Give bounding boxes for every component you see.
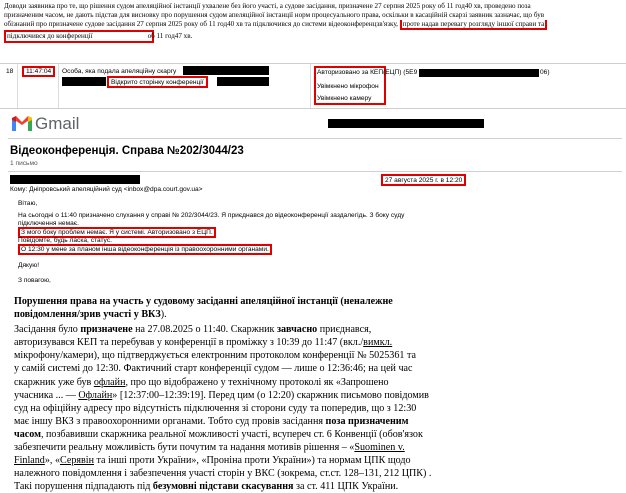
argument-heading: повідомлення/зрив участі у ВКЗ). xyxy=(14,309,167,321)
email-paragraph: Повідомте, будь ласка, статус. xyxy=(18,237,112,245)
redaction-bar xyxy=(10,175,140,184)
highlight-connected-conference: підключився до конференції об 11 год47 хв. xyxy=(4,30,154,43)
divider xyxy=(8,138,622,139)
email-paragraph: На сьогодні о 11:40 призначено слухання у справі № 202/3044/23. Я приєднався до відеоконференції заздалегідь. З боку суду xyxy=(18,211,405,219)
court-text-line: Доводи заявника про те, що рішення судом апеляційної інстанції ухвалене без його участі, а судове засідання, призначене 27 серпня 2025 року об 11 год40 хв, проведено поза xyxy=(4,2,531,10)
log-status-auth-tail: 06) xyxy=(540,69,550,76)
log-status-auth: Авторизовано за КЕП(ЕЦП) (5E9 xyxy=(317,69,418,76)
divider xyxy=(8,171,622,172)
email-date: 27 августа 2025 г. в 12:20 xyxy=(381,174,466,186)
log-status-mic: Увімкнено мікрофон xyxy=(317,83,379,90)
email-to: Кому: Дніпровський апеляційний суд <inbox@dpa.court.gov.ua> xyxy=(10,186,203,193)
conference-log-row xyxy=(0,63,626,109)
log-status-cam: Увімкнено камеру xyxy=(317,95,372,102)
email-greeting: Вітаю, xyxy=(18,200,38,207)
log-row-time: 11:47:04 xyxy=(22,66,55,77)
complaint-argument: Порушення права на участь у судовому засіданні апеляційної інстанції (неналежне повідомлення/зрив участі у ВКЗ). Засідання було призначене на 27.08.2025 о 11:40. Скаржник завчасно приєднався, авторизувався КЕП та перебував у конференції в проміжку з 10:39 до 11:47 (вкл./вимкл. мікрофону/камери), що підтверджується електронним протоколом конференції № 5025361 та у самій системі до 12:30. Фактичний старт конференції судом — лише о 12:36:46; на цей час скаржник уже був офлайн, про що відображено у технічному протоколі як «Запрошено учасника ... — Офлайн» [12:37:00–12:39:19]. Перед цим (о 12:20) скаржник письмово повідомив суд на офіційну адресу про відсутність підключення зі сторони суду та попередив, що з 12:30 має іншу ВКЗ з правоохоронними органами. Тобто суд провів засідання поза призначеним часом, позбавивши скаржника реальної можливості участі, всупереч ст. 6 Конвенції (обов'язок забезпечити реальну можливість бути почутим та надання мотивів рішення – «Suominen v. Finland», «Серявін та інші проти України», «Проніна проти України») та нормам ЦПК щодо належного повідомлення і забезпечення участі сторін у ВКС (зокрема, ст.ст. 128–131, 212 ЦПК) . Такі порушення підпадають під безумовні підстави скасування за ст. 411 ЦПК України. xyxy=(14,295,618,493)
email-count: 1 письмо xyxy=(10,160,38,167)
log-row-number: 18 xyxy=(6,68,14,75)
log-row-action: Відкрито сторінку конференції xyxy=(107,76,208,88)
email-paragraph: підключення немає. xyxy=(18,220,79,228)
email-regards: З повагою, xyxy=(18,277,51,285)
argument-heading: Порушення права на участь у судовому засіданні апеляційної інстанції (неналежне xyxy=(14,296,393,307)
redaction-bar xyxy=(62,77,106,86)
email-subject: Відеоконференція. Справа №202/3044/23 xyxy=(10,145,244,157)
court-text-line: обізнаний про призначене судове засідання 27 серпня 2025 року об 11 год40 хв та підключився до системи відеоконференцзв'язку, проте надав перевагу розгляду іншої справи та xyxy=(4,20,624,29)
email-thanks: Дякую! xyxy=(18,261,40,269)
court-text-line: призначеним часом, не дають підстав для висновку про порушення судом апеляційної інстанції норм процесуального права, оскільки в касаційній скарзі заявник зазначає, що був xyxy=(4,11,545,20)
court-decision-text xyxy=(4,2,624,43)
highlight-preference-other-case: проте надав перевагу розгляду іншої справи та xyxy=(400,20,548,29)
redaction-bar xyxy=(328,119,484,128)
gmail-icon xyxy=(12,116,32,131)
redaction-bar xyxy=(419,69,539,77)
log-row-participant: Особа, яка подала апеляційну скаргу xyxy=(62,68,177,75)
highlight-no-problems: З мого боку проблем немає. Я у системі. Авторизовано з ЕЦП. xyxy=(18,227,216,238)
redaction-bar xyxy=(217,77,269,86)
email-body xyxy=(18,200,458,286)
highlight-other-conference: О 12:30 у мене за планом інша відеоконференція із правоохоронними органами. xyxy=(18,244,272,255)
court-text-line xyxy=(4,30,624,43)
gmail-logo-text: Gmail xyxy=(35,114,80,133)
redaction-bar xyxy=(183,66,269,75)
